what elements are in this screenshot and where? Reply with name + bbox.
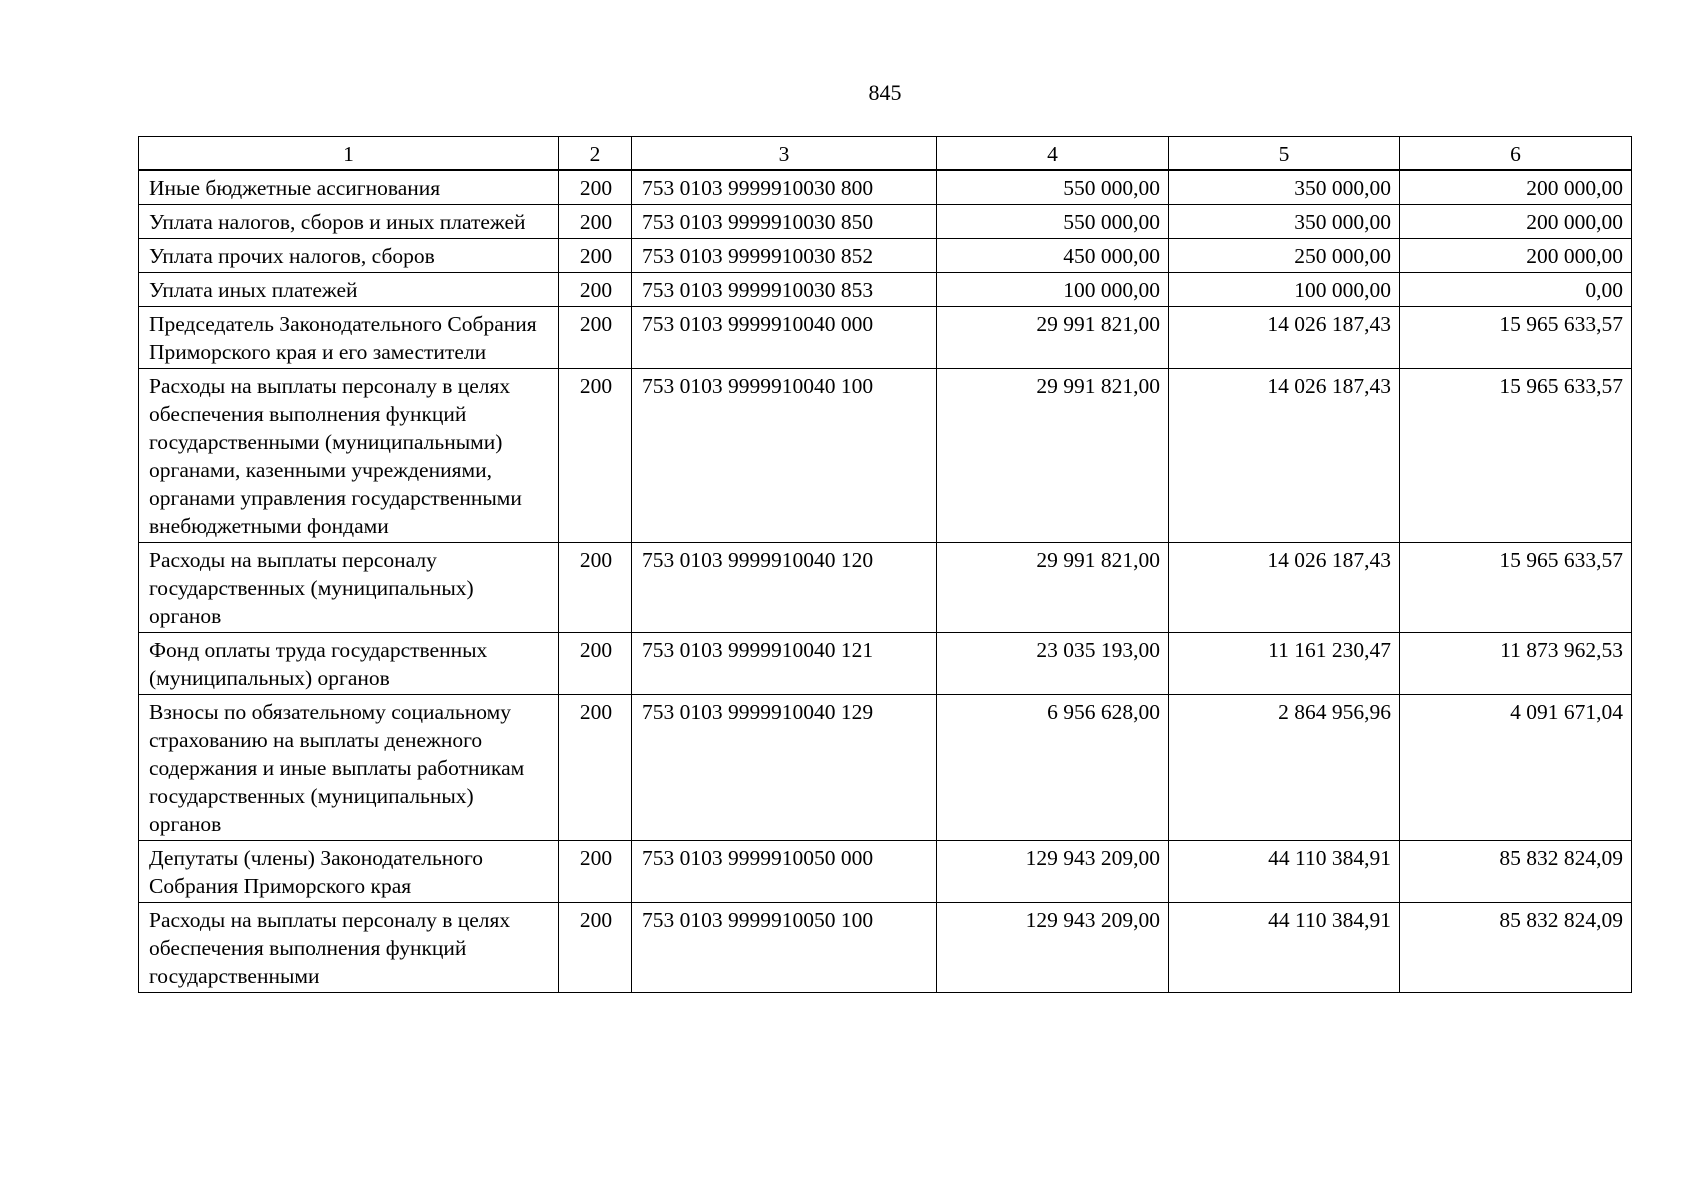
table-row bbox=[139, 543, 1632, 633]
table-row bbox=[139, 841, 1632, 903]
row-value-4: 29 991 821,00 bbox=[937, 369, 1169, 543]
table-row bbox=[139, 633, 1632, 695]
row-value-4: 29 991 821,00 bbox=[937, 543, 1169, 633]
table-row bbox=[139, 170, 1632, 205]
column-header-4: 4 bbox=[937, 137, 1169, 171]
row-name: Расходы на выплаты персоналу государственных (муниципальных) органов bbox=[139, 543, 559, 633]
row-col2: 200 bbox=[559, 170, 632, 205]
row-code: 753 0103 9999910030 800 bbox=[632, 170, 937, 205]
row-name: Иные бюджетные ассигнования bbox=[139, 170, 559, 205]
row-value-4: 550 000,00 bbox=[937, 205, 1169, 239]
table-row bbox=[139, 307, 1632, 369]
column-header-5: 5 bbox=[1169, 137, 1400, 171]
row-value-5: 14 026 187,43 bbox=[1169, 369, 1400, 543]
row-code: 753 0103 9999910040 000 bbox=[632, 307, 937, 369]
row-name: Депутаты (члены) Законодательного Собрания Приморского края bbox=[139, 841, 559, 903]
row-code: 753 0103 9999910040 129 bbox=[632, 695, 937, 841]
row-name: Уплата иных платежей bbox=[139, 273, 559, 307]
row-col2: 200 bbox=[559, 841, 632, 903]
row-code: 753 0103 9999910040 120 bbox=[632, 543, 937, 633]
row-value-5: 250 000,00 bbox=[1169, 239, 1400, 273]
column-header-1: 1 bbox=[139, 137, 559, 171]
row-value-5: 11 161 230,47 bbox=[1169, 633, 1400, 695]
row-value-5: 350 000,00 bbox=[1169, 205, 1400, 239]
row-code: 753 0103 9999910040 100 bbox=[632, 369, 937, 543]
row-col2: 200 bbox=[559, 273, 632, 307]
row-col2: 200 bbox=[559, 543, 632, 633]
row-value-6: 200 000,00 bbox=[1400, 170, 1632, 205]
row-col2: 200 bbox=[559, 633, 632, 695]
row-value-4: 129 943 209,00 bbox=[937, 903, 1169, 993]
row-value-6: 85 832 824,09 bbox=[1400, 903, 1632, 993]
row-code: 753 0103 9999910030 850 bbox=[632, 205, 937, 239]
table-row bbox=[139, 239, 1632, 273]
table-row bbox=[139, 695, 1632, 841]
row-col2: 200 bbox=[559, 369, 632, 543]
row-value-5: 2 864 956,96 bbox=[1169, 695, 1400, 841]
row-value-4: 23 035 193,00 bbox=[937, 633, 1169, 695]
row-name: Взносы по обязательному социальному страхованию на выплаты денежного содержания и иные выплаты работникам государственных (муниципальных) органов bbox=[139, 695, 559, 841]
row-col2: 200 bbox=[559, 205, 632, 239]
row-name: Фонд оплаты труда государственных (муниципальных) органов bbox=[139, 633, 559, 695]
row-value-5: 14 026 187,43 bbox=[1169, 307, 1400, 369]
row-value-6: 200 000,00 bbox=[1400, 205, 1632, 239]
row-code: 753 0103 9999910030 852 bbox=[632, 239, 937, 273]
row-value-5: 350 000,00 bbox=[1169, 170, 1400, 205]
row-value-5: 44 110 384,91 bbox=[1169, 841, 1400, 903]
row-value-6: 15 965 633,57 bbox=[1400, 307, 1632, 369]
row-code: 753 0103 9999910050 000 bbox=[632, 841, 937, 903]
row-code: 753 0103 9999910040 121 bbox=[632, 633, 937, 695]
row-col2: 200 bbox=[559, 903, 632, 993]
row-name: Председатель Законодательного Собрания Приморского края и его заместители bbox=[139, 307, 559, 369]
row-value-6: 0,00 bbox=[1400, 273, 1632, 307]
budget-table bbox=[138, 136, 1632, 993]
table-row bbox=[139, 273, 1632, 307]
column-header-3: 3 bbox=[632, 137, 937, 171]
row-code: 753 0103 9999910030 853 bbox=[632, 273, 937, 307]
row-value-6: 15 965 633,57 bbox=[1400, 369, 1632, 543]
column-header-2: 2 bbox=[559, 137, 632, 171]
row-value-5: 100 000,00 bbox=[1169, 273, 1400, 307]
row-value-6: 15 965 633,57 bbox=[1400, 543, 1632, 633]
row-value-6: 11 873 962,53 bbox=[1400, 633, 1632, 695]
column-header-6: 6 bbox=[1400, 137, 1632, 171]
row-name: Уплата налогов, сборов и иных платежей bbox=[139, 205, 559, 239]
row-value-6: 85 832 824,09 bbox=[1400, 841, 1632, 903]
row-code: 753 0103 9999910050 100 bbox=[632, 903, 937, 993]
row-name: Расходы на выплаты персоналу в целях обеспечения выполнения функций государственными bbox=[139, 903, 559, 993]
row-value-4: 6 956 628,00 bbox=[937, 695, 1169, 841]
row-value-5: 44 110 384,91 bbox=[1169, 903, 1400, 993]
table-row bbox=[139, 369, 1632, 543]
row-value-4: 450 000,00 bbox=[937, 239, 1169, 273]
row-name: Расходы на выплаты персоналу в целях обеспечения выполнения функций государственными (муниципальными) органами, казенными учреждениями, органами управления государственными внебюджетными фондами bbox=[139, 369, 559, 543]
table-row bbox=[139, 205, 1632, 239]
table-row bbox=[139, 903, 1632, 993]
row-value-4: 100 000,00 bbox=[937, 273, 1169, 307]
row-col2: 200 bbox=[559, 239, 632, 273]
page-number: 845 bbox=[868, 80, 902, 105]
row-name: Уплата прочих налогов, сборов bbox=[139, 239, 559, 273]
row-value-5: 14 026 187,43 bbox=[1169, 543, 1400, 633]
row-value-4: 550 000,00 bbox=[937, 170, 1169, 205]
row-value-4: 29 991 821,00 bbox=[937, 307, 1169, 369]
row-col2: 200 bbox=[559, 307, 632, 369]
row-value-4: 129 943 209,00 bbox=[937, 841, 1169, 903]
row-col2: 200 bbox=[559, 695, 632, 841]
row-value-6: 4 091 671,04 bbox=[1400, 695, 1632, 841]
row-value-6: 200 000,00 bbox=[1400, 239, 1632, 273]
table-header-row bbox=[139, 137, 1632, 171]
